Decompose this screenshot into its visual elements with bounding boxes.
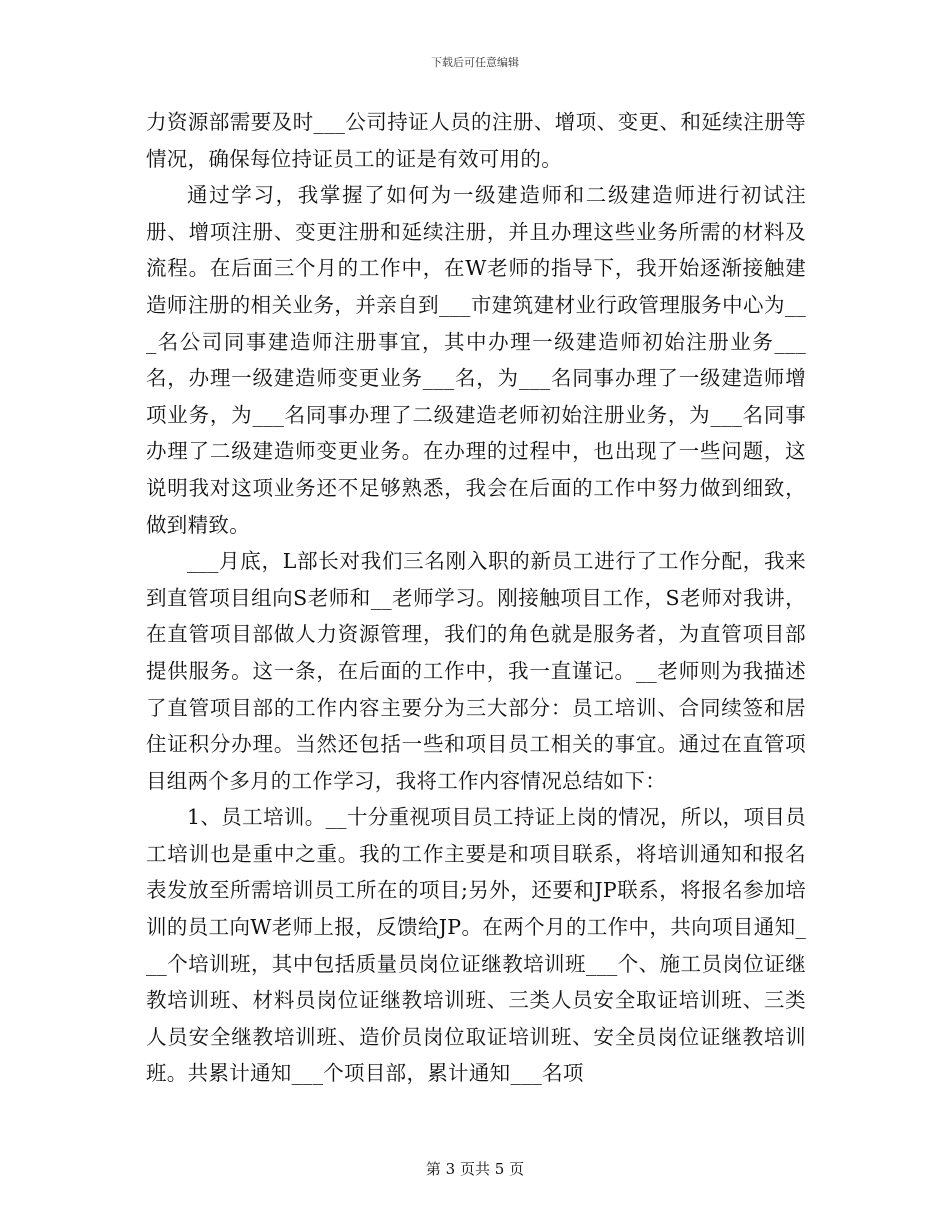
document-body bbox=[146, 104, 806, 1092]
paragraph-4: 1、员工培训。__十分重视项目员工持证上岗的情况，所以，项目员工培训也是重中之重。我的工作主要是和项目联系，将培训通知和报名表发放至所需培训员工所在的项目;另外，还要和JP联系，将报名参加培训的员工向W老师上报，反馈给JP。在两个月的工作中，共向项目通知___个培训班，其中包括质量员岗位证继教培训班___个、施工员岗位证继教培训班、材料员岗位证继教培训班、三类人员安全取证培训班、三类人员安全继教培训班、造价员岗位取证培训班、安全员岗位证继教培训班。共累计通知___个项目部，累计通知___名项 bbox=[146, 805, 806, 1086]
paragraph-2: 通过学习，我掌握了如何为一级建造师和二级建造师进行初试注册、增项注册、变更注册和延续注册，并且办理这些业务所需的材料及流程。在后面三个月的工作中，在W老师的指导下，我开始逐渐接触建造师注册的相关业务，并亲自到___市建筑建材业行政管理服务中心为___名公司同事建造师注册事宜，其中办理一级建造师初始注册业务___名，办理一级建造师变更业务___名，为___名同事办理了一级建造师增项业务，为___名同事办理了二级建造老师初始注册业务，为___名同事办理了二级建造师变更业务。在办理的过程中，也出现了一些问题，这说明我对这项业务还不足够熟悉，我会在后面的工作中努力做到细致，做到精致。 bbox=[146, 183, 806, 537]
page-header-note: 下载后可任意编辑 bbox=[431, 56, 519, 69]
paragraph-3: ___月底，L部长对我们三名刚入职的新员工进行了工作分配，我来到直管项目组向S老师和__老师学习。刚接触项目工作，S老师对我讲，在直管项目部做人力资源管理，我们的角色就是服务者，为直管项目部提供服务。这一条，在后面的工作中，我一直谨记。__老师则为我描述了直管项目部的工作内容主要分为三大部分：员工培训、合同续签和居住证积分办理。当然还包括一些和项目员工相关的事宜。通过在直管项目组两个多月的工作学习，我将工作内容情况总结如下： bbox=[146, 549, 806, 793]
page-number: 第 3 页共 5 页 bbox=[425, 1160, 525, 1178]
paragraph-1: 力资源部需要及时___公司持证人员的注册、增项、变更、和延续注册等情况，确保每位持证员工的证是有效可用的。 bbox=[146, 110, 806, 171]
